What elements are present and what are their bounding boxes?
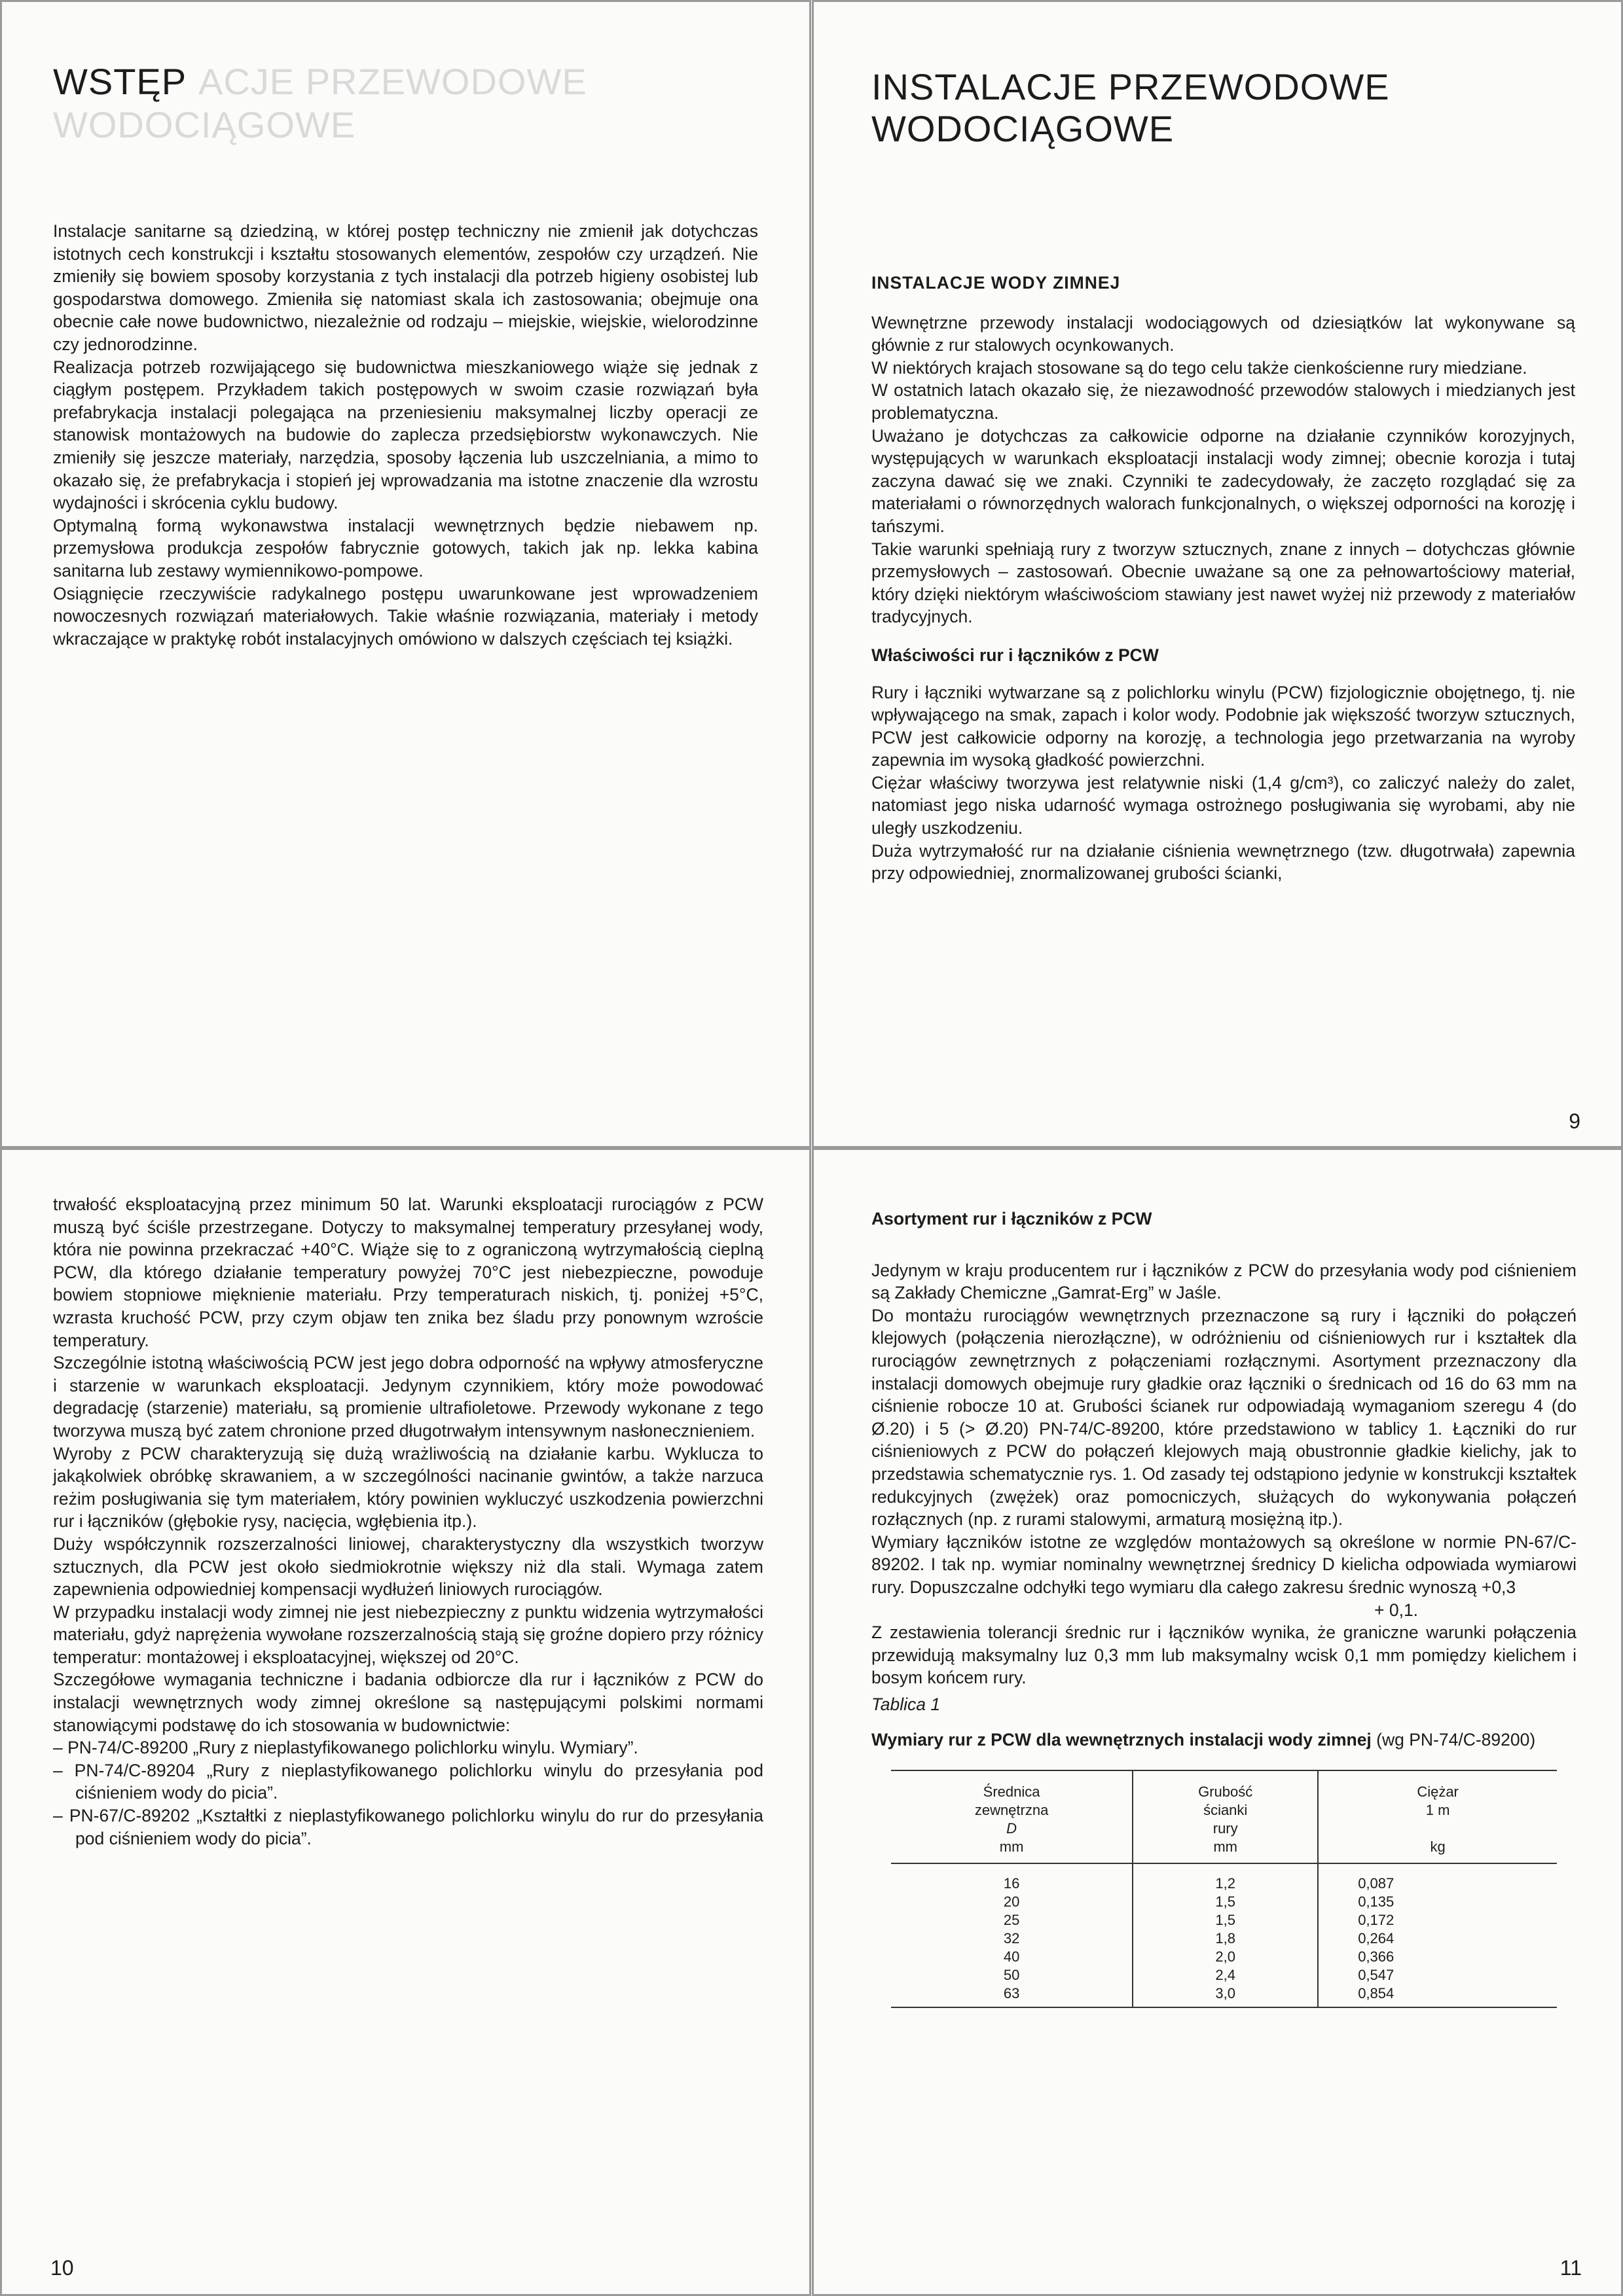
paragraph: W przypadku instalacji wody zimnej nie jest niebezpieczny z punktu widzenia wytrzymałości materiału, gdyż naprężenia wywołane rozszerzalnością stają się groźne dopiero przy różnicy temperatur: montażowej i eksploatacyjnej, większej od 20°C.: [53, 1602, 763, 1667]
section-heading: INSTALACJE WODY ZIMNEJ: [871, 273, 1121, 293]
paragraph: Ciężar właściwy tworzywa jest relatywnie niski (1,4 g/cm³), co zaliczyć należy do zalet, natomiast jego niska udarność wymaga ostrożnego posługiwania się wyrobami, aby nie uległy uszkodzeniu.: [871, 772, 1575, 838]
list-item: – PN-74/C-89200 „Rury z nieplastyfikowanego polichlorku winylu. Wymiary”.: [53, 1738, 638, 1758]
paragraph: Do montażu rurociągów wewnętrznych przeznaczone są rury i łączniki do połączeń klejowych (połączenia nierozłączne), w odróżnieniu od ciśnieniowych rur i kształtek dla rurociągów zewnętrznych z połączeniami rozłącznymi. Asortyment przeznaczony dla instalacji domowych obejmuje rury gładkie oraz łączniki o średnicach od 16 do 63 mm na ciśnienie robocze 10 at. Grubości ścianek rur odpowiadają wymaganiom szeregu 4 (do Ø.20) i 5 (> Ø.20) PN-74/C-89200, które przedstawiono w tablicy 1. Łączniki do rur ciśnieniowych z PCW do połączeń klejowych mają obustronnie gładkie kielichy, jak to przedstawia schematycznie rys. 1. Od zasady tej odstąpiono jedynie w konstrukcji kształtek redukcyjnych (zwężek) oraz pomocniczych, służących do wykonywania połączeń rozłącznych (np. z rurami stalowymi, armaturą mosiężną itp.).: [871, 1305, 1577, 1530]
ghost-title-line2: WODOCIĄGOWE: [53, 104, 356, 145]
assortment-section: [871, 1208, 1577, 2008]
cell-diameter: 63: [891, 1984, 1133, 2007]
table-wrapper: [871, 1770, 1577, 2008]
chapter-title-line2: WODOCIĄGOWE: [871, 108, 1175, 149]
paragraph: trwałość eksploatacyjną przez minimum 50 lat. Warunki eksploatacji rurociągów z PCW muszą być ściśle przestrzegane. Dotyczy to maksymalnej temperatury przesyłanej wody, która nie powinna przekraczać +40°C. Wiąże się to z ograniczoną wytrzymałością cieplną PCW, dla którego działanie temperatury powyżej 70°C jest niebezpieczne, powoduje bowiem stopniowe mięknienie materiału. Przy temperaturach niskich, tj. poniżej +5°C, wzrasta kruchość PCW, przy czym objaw ten znika bez śladu przy ponownym wzroście temperatury.: [53, 1194, 763, 1350]
cell-weight: 0,087: [1318, 1863, 1557, 1893]
subheading: Właściwości rur i łączników z PCW: [871, 645, 1159, 665]
cell-thickness: 3,0: [1133, 1984, 1318, 2007]
paragraph: Optymalną formą wykonawstwa instalacji wewnętrznych będzie niebawem np. przemysłowa produkcja zespołów fabrycznie gotowych, takich jak np. lekka kabina sanitarna lub zestawy wymiennikowo-pompowe.: [53, 515, 758, 581]
cell-thickness: 1,5: [1133, 1911, 1318, 1929]
header-line: Średnica: [983, 1784, 1040, 1801]
table-row: [891, 1929, 1557, 1948]
paragraph: Realizacja potrzeb rozwijającego się budownictwa mieszkaniowego wiąże się jednak z ciągłym postępem. Przykładem takich postępowych w swoim czasie rozwiązań była prefabrykacja instalacji polegająca na przeniesieniu maksymalnej liczby operacji ze stanowisk montażowych na budowie do zaplecza przedsiębiorstw wykonawczych. Nie zmieniły się jeszcze materiały, narzędzia, sposoby łączenia lub uszczelniania, a mimo to okazało się, że prefabrykacja i stopień jej wprowadzania ma istotne znaczenie dla wzrostu wydajności i skrócenia cyklu budowy.: [53, 357, 758, 513]
paragraph: Uważano je dotychczas za całkowicie odporne na działanie czynników korozyjnych, występujących w warunkach eksploatacji instalacji wody zimnej; obecnie korozja i tutaj zaczyna dawać się we znaki. Czynniki te zadecydowały, że zaczęto rozglądać się za materiałami o równorzędnych walorach funkcjonalnych, o większej odporności na korozję i tańszymi.: [871, 425, 1575, 536]
ghost-title-line1: ACJE PRZEWODOWE: [198, 61, 587, 102]
paragraph: Wymiary łączników istotne ze względów montażowych są określone w normie PN-67/C-89202. I tak np. wymiar nominalny wewnętrznej średnicy D kielicha odpowiada wymiarowi rury. Dopuszczalne odchyłki tego wymiaru dla całego zakresu średnic wynoszą +0,3: [871, 1532, 1577, 1597]
paragraph: Wyroby z PCW charakteryzują się dużą wrażliwością na działanie karbu. Wyklucza to jakąkolwiek obróbkę skrawaniem, a w szczególności nacinanie gwintów, a także narzuca reżim posługiwania się tym materiałem, który powinien wykluczyć uszkodzenia powierzchni rur i łączników (głębokie rysy, nacięcia, wgłębienia itp.).: [53, 1443, 763, 1532]
cell-diameter: 25: [1003, 1912, 1020, 1929]
table-row: [891, 1948, 1557, 1966]
table-row: [891, 1893, 1557, 1911]
cell-thickness: 2,0: [1133, 1948, 1318, 1966]
header-line: Ciężar: [1417, 1784, 1459, 1801]
paragraph: Osiągnięcie rzeczywiście radykalnego postępu uwarunkowane jest wprowadzeniem nowoczesnych rozwiązań materiałowych. Takie właśnie rozwiązania, materiały i metody wkraczające w praktykę robót instalacyjnych omówiono w dalszych częściach tej książki.: [53, 583, 758, 649]
header-line: ścianki: [1203, 1802, 1248, 1819]
header-line: mm: [1213, 1839, 1238, 1856]
page-wstep: [0, 0, 811, 1148]
table-title-text: Wymiary rur z PCW dla wewnętrznych instalacji wody zimnej: [871, 1730, 1372, 1750]
cell-diameter: 20: [1003, 1893, 1020, 1910]
cell-weight: 0,264: [1318, 1929, 1557, 1948]
table-row: [891, 1911, 1557, 1929]
chapter-title-line1: INSTALACJE PRZEWODOWE: [871, 66, 1390, 107]
page-number: 9: [1569, 1109, 1580, 1133]
header-line: 1 m: [1425, 1802, 1450, 1819]
cell-weight: 0,854: [1318, 1984, 1557, 2007]
cell-diameter: 32: [1003, 1930, 1020, 1947]
table-title-note: (wg PN-74/C-89200): [1376, 1730, 1536, 1750]
paragraph: Szczególnie istotną właściwością PCW jest jego dobra odporność na wpływy atmosferyczne i starzenie w warunkach eksploatacji. Jedynym czynnikiem, który może powodować degradację (starzenie) materiału, są promienie ultrafioletowe. Przewody wykonane z tego tworzywa muszą być zatem chronione przed długotrwałym intensywnym nasłonecznieniem.: [53, 1353, 763, 1441]
page-title: WSTĘP: [53, 61, 187, 102]
paragraph: W ostatnich latach okazało się, że niezawodność przewodów stalowych i miedzianych jest problematyczna.: [871, 380, 1575, 423]
paragraph: Duża wytrzymałość rur na działanie ciśnienia wewnętrznego (tzw. długotrwała) zapewnia przy odpowiedniej, znormalizowanej grubości ścianki,: [871, 840, 1575, 884]
header-line: [1321, 1820, 1554, 1838]
cell-weight: 0,366: [1318, 1948, 1557, 1966]
header-line: mm: [999, 1839, 1024, 1856]
table-title: [871, 1729, 1577, 1751]
cell-weight: 0,135: [1318, 1893, 1557, 1911]
paragraph: Instalacje sanitarne są dziedziną, w której postęp techniczny nie zmienił jak dotychczas istotnych cech konstrukcji i kształtu stosowanych elementów, zespołów czy urządzeń. Nie zmieniły się bowiem sposoby korzystania z tych instalacji dla potrzeb higieny osobistej lub gospodarstwa domowego. Zmieniła się natomiast skala ich zastosowania; obejmuje ona obecnie całe nowe budownictwo, niezależnie od rodzaju – miejskie, wiejskie, wielorodzinne czy jednorodzinne.: [53, 221, 758, 354]
header-weight: [1318, 1770, 1557, 1863]
paragraph: Wewnętrzne przewody instalacji wodociągowych od dziesiątków lat wykonywane są głównie z rur stalowych ocynkowanych.: [871, 312, 1575, 355]
paragraph: Takie warunki spełniają rury z tworzyw sztucznych, znane z innych – dotychczas głównie przemysłowych – zastosowań. Obecnie uważane są one za pełnowartościowy materiał, który dzięki niektórym właściwościom stawiany jest nawet wyżej niż przewody z materiałów tradycyjnych.: [871, 539, 1575, 627]
cell-thickness: 2,4: [1133, 1966, 1318, 1984]
table-header-row: [891, 1770, 1557, 1863]
pcw-properties-text: [53, 1193, 763, 1850]
header-line: D: [1006, 1820, 1017, 1837]
section-heading: Asortyment rur i łączników z PCW: [871, 1209, 1152, 1229]
header-line: Grubość: [1198, 1784, 1253, 1801]
cell-thickness: 1,5: [1133, 1893, 1318, 1911]
table-caption: Tablica 1: [871, 1694, 941, 1714]
header-line: rury: [1213, 1820, 1238, 1837]
table-row: [891, 1984, 1557, 2007]
paragraph: Z zestawienia tolerancji średnic rur i łączników wynika, że graniczne warunki połączenia przewidują maksymalny luz 0,3 mm lub maksymalny wcisk 0,1 mm pomiędzy kielichem i bosym końcem rury.: [871, 1623, 1577, 1688]
cell-diameter: 40: [1003, 1948, 1020, 1965]
standards-list: [53, 1736, 763, 1850]
intro-text: [53, 220, 758, 650]
cold-water-section: [871, 272, 1575, 885]
cell-thickness: 1,2: [1133, 1863, 1318, 1893]
table-row: [891, 1966, 1557, 1984]
tolerance-line: + 0,1.: [1374, 1600, 1419, 1620]
paragraph: W niektórych krajach stosowane są do tego celu także cienkościenne rury miedziane.: [871, 357, 1527, 378]
page-number: 10: [50, 2256, 74, 2280]
paragraph: Jedynym w kraju producentem rur i łączników z PCW do przesyłania wody pod ciśnieniem są Zakłady Chemiczne „Gamrat-Erg” w Jaśle.: [871, 1260, 1577, 1303]
header-line: kg: [1430, 1839, 1446, 1856]
cell-diameter: 16: [1003, 1875, 1020, 1892]
header-wall-thickness: [1133, 1770, 1318, 1863]
page-number: 11: [1559, 2256, 1582, 2280]
header-diameter: [891, 1770, 1133, 1863]
table-row: [891, 1863, 1557, 1893]
page-11: [812, 1148, 1623, 2296]
list-item: – PN-74/C-89204 „Rury z nieplastyfikowanego polichlorku winylu do przesyłania pod ciśnieniem wody do picia”.: [53, 1760, 763, 1803]
list-item: – PN-67/C-89202 „Kształtki z nieplastyfikowanego polichlorku winylu do rur do przesyłania pod ciśnieniem wody do picia”.: [53, 1806, 763, 1848]
dimensions-table: [891, 1770, 1557, 2008]
paragraph: Duży współczynnik rozszerzalności liniowej, charakterystyczny dla wszystkich tworzyw sztucznych, dla PCW jest około siedmiokrotnie większy niż dla stali. Wymaga zatem zapewnienia odpowiedniej kompensacji wydłużeń liniowych rurociągów.: [53, 1534, 763, 1600]
paragraph: Rury i łączniki wytwarzane są z polichlorku winylu (PCW) fizjologicznie obojętnego, tj. nie wpływającego na smak, zapach i kolor wody. Podobnie jak większość tworzyw sztucznych, PCW jest całkowicie odporny na korozję, a technologia jego przetwarzania na wyroby zapewnia im wysoką gładkość powierzchni.: [871, 682, 1575, 770]
cell-weight: 0,172: [1318, 1911, 1557, 1929]
paragraph: Szczegółowe wymagania techniczne i badania odbiorcze dla rur i łączników z PCW do instalacji wewnętrznych wody zimnej określone są następującymi polskimi normami stanowiącymi podstawę do ich stosowania w budownictwie:: [53, 1670, 763, 1735]
cell-thickness: 1,8: [1133, 1929, 1318, 1948]
cell-diameter: 50: [1003, 1967, 1020, 1984]
page-10: [0, 1148, 811, 2296]
header-line: zewnętrzna: [974, 1802, 1049, 1819]
cell-weight: 0,547: [1318, 1966, 1557, 1984]
page-9: [812, 0, 1623, 1148]
